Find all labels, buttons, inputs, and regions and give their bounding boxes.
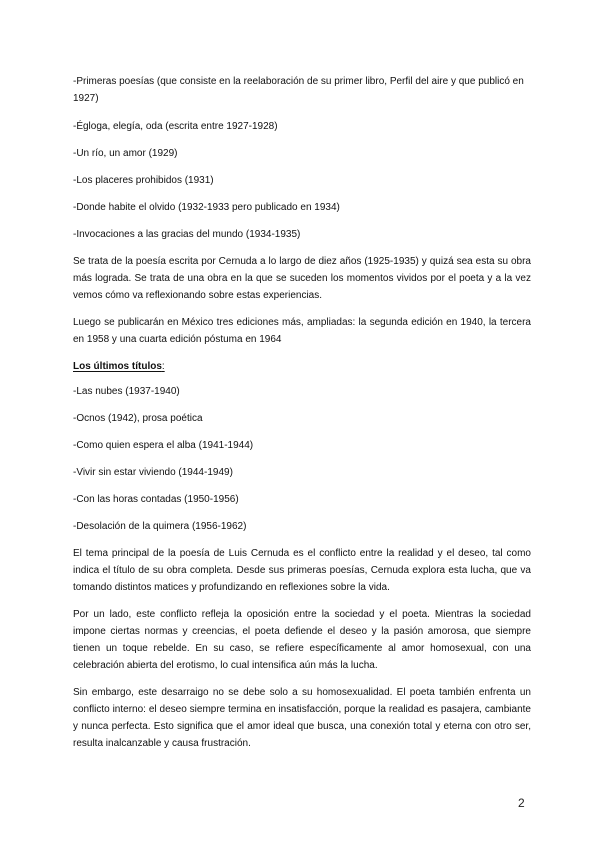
- work-item-donde-habite: -Donde habite el olvido (1932-1933 pero publicado en 1934): [73, 202, 340, 213]
- work-item-como-quien-espera: -Como quien espera el alba (1941-1944): [73, 440, 254, 451]
- work-item-egloga: -Égloga, elegía, oda (escrita entre 1927-1928): [73, 121, 278, 132]
- section-heading-ultimos-titulos: [73, 358, 531, 375]
- page-body: [73, 73, 531, 762]
- work-item-un-rio: -Un río, un amor (1929): [73, 148, 178, 159]
- work-item-horas-contadas: -Con las horas contadas (1950-1956): [73, 494, 239, 505]
- work-item-invocaciones: -Invocaciones a las gracias del mundo (1934-1935): [73, 229, 301, 240]
- paragraph-sociedad-poeta: Por un lado, este conflicto refleja la oposición entre la sociedad y el poeta. Mientras la sociedad impone ciertas normas y creencias, el poeta defiende el deseo y la pasión amorosa, que siempre tienen un toque rebelde. En su caso, se refiere específicamente al amor homosexual, con una celebración abierta del erotismo, lo cual intensifica aún más la lucha.: [73, 609, 531, 671]
- paragraph-conflicto-interno: Sin embargo, este desarraigo no se debe solo a su homosexualidad. El poeta también enfrenta un conflicto interno: el deseo siempre termina en insatisfacción, porque la realidad es pasajera, cambiante y nunca perfecta. Esto significa que el amor ideal que busca, una conexión total y eterna con otro ser, resulta inalcanzable y causa frustración.: [73, 687, 531, 749]
- work-item-desolacion: -Desolación de la quimera (1956-1962): [73, 521, 247, 532]
- heading-colon: :: [161, 361, 165, 372]
- paragraph-ediciones-mexico: Luego se publicarán en México tres ediciones más, ampliadas: la segunda edición en 1940, la tercera en 1958 y una cuarta edición póstuma en 1964: [73, 317, 531, 345]
- heading-text: Los últimos títulos: [73, 361, 162, 372]
- work-item-placeres: -Los placeres prohibidos (1931): [73, 175, 214, 186]
- work-item-ocnos: -Ocnos (1942), prosa poética: [73, 413, 203, 424]
- work-item-las-nubes: -Las nubes (1937-1940): [73, 386, 180, 397]
- paragraph-poesia-cernuda: Se trata de la poesía escrita por Cernuda a lo largo de diez años (1925-1935) y quizá sea esta su obra más lograda. Se trata de una obra en la que se suceden los momentos vividos por el poeta y a la vez vemos cómo va reflexionando sobre estas experiencias.: [73, 256, 531, 301]
- work-item-vivir-sin-estar: -Vivir sin estar viviendo (1944-1949): [73, 467, 233, 478]
- paragraph-tema-principal: El tema principal de la poesía de Luis Cernuda es el conflicto entre la realidad y el deseo, tal como indica el título de su obra completa. Desde sus primeras poesías, Cernuda explora esta lucha, que va tomando distintos matices y profundizando en reflexiones sobre la vida.: [73, 548, 531, 593]
- work-item-primeras-poesias: -Primeras poesías (que consiste en la reelaboración de su primer libro, Perfil del aire y que publicó en 1927): [73, 76, 524, 104]
- page-number: 2: [518, 796, 525, 810]
